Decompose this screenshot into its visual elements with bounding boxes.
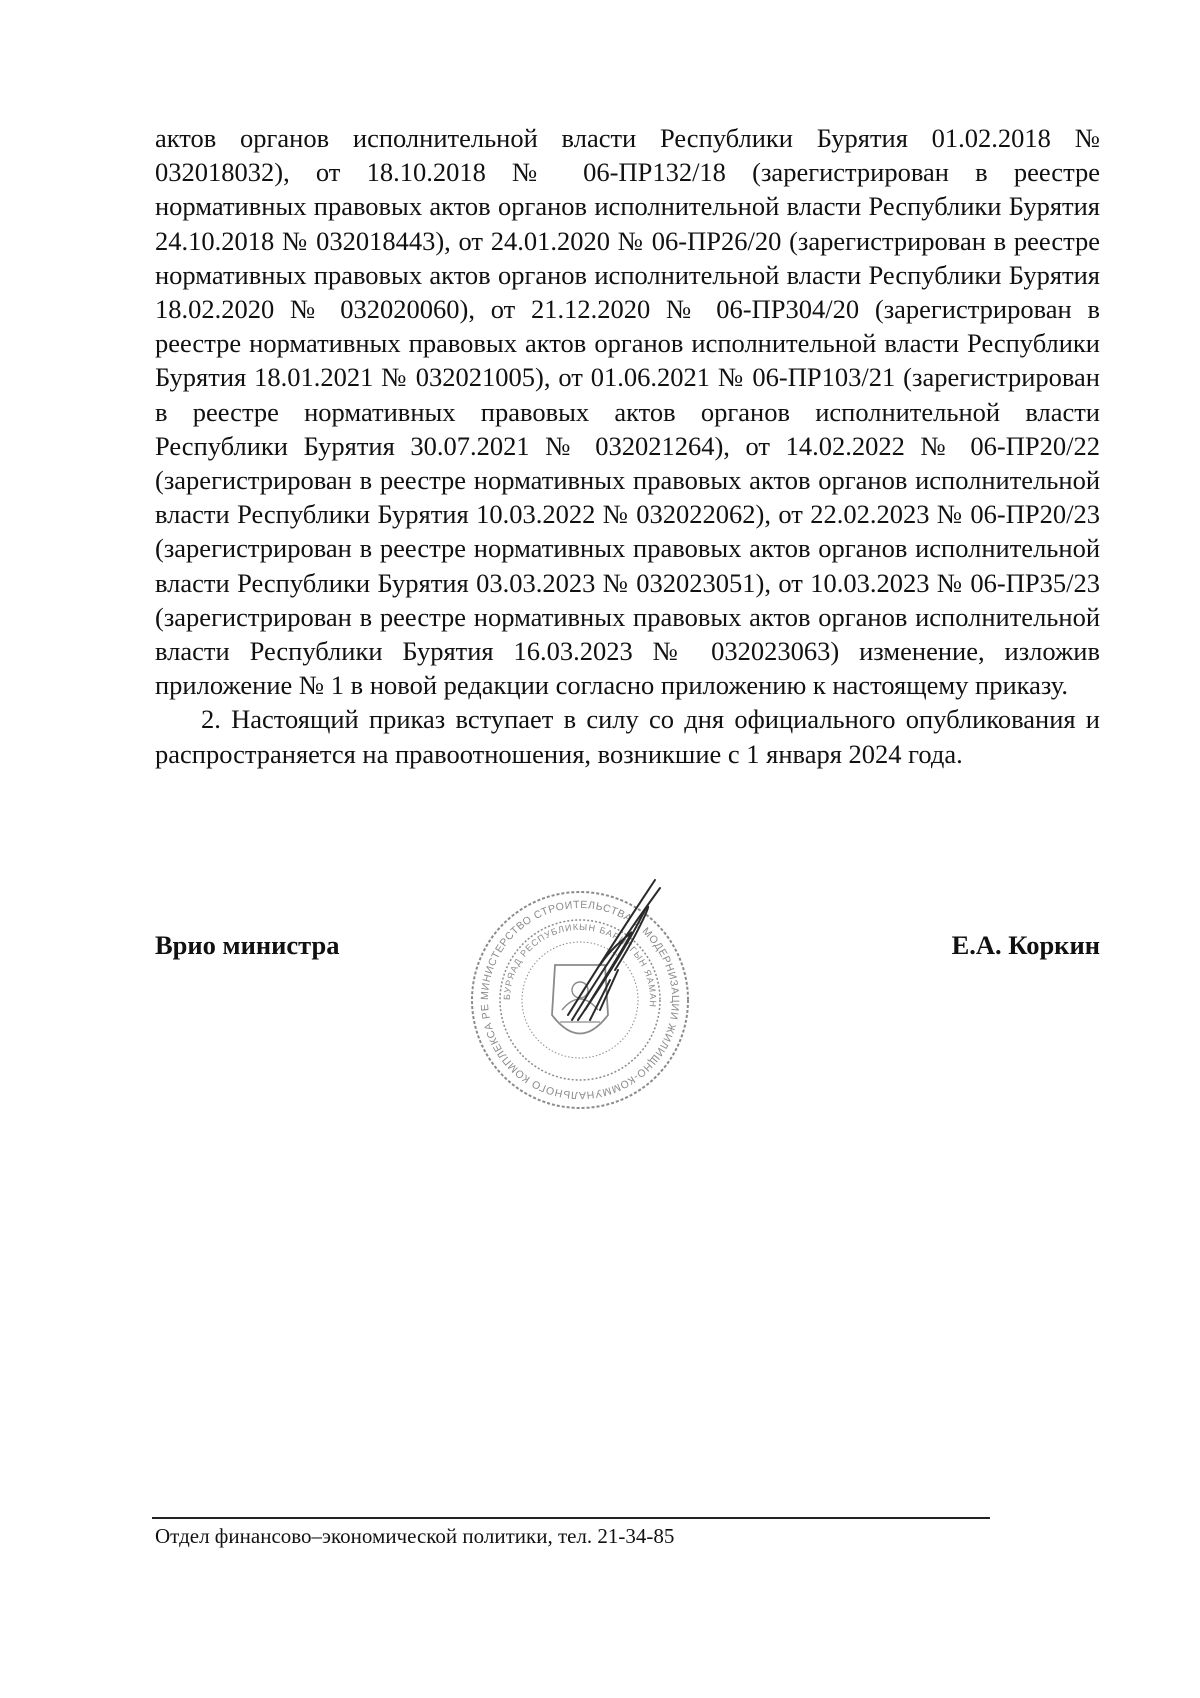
footer-divider	[152, 1517, 990, 1519]
official-stamp-with-signature	[450, 870, 710, 1170]
stamp-inner-text: БУРЯАД РЕСПУБЛИКЫН БАРИЛГЫН ЯАМАН	[501, 921, 659, 1009]
document-body	[155, 121, 1100, 771]
signatory-name: Е.А. Коркин	[951, 930, 1100, 960]
body-paragraph-1: актов органов исполнительной власти Республики Бурятия 01.02.2018 № 032018032), от 18.10.2018 № 06-ПР132/18 (зарегистрирован в реестре нормативных правовых актов органов исполнительной власти Республики Бурятия 24.10.2018 № 032018443), от 24.01.2020 № 06-ПР26/20 (зарегистрирован в реестре нормативных правовых актов органов исполнительной власти Республики Бурятия 18.02.2020 № 032020060), от 21.12.2020 № 06-ПР304/20 (зарегистрирован в реестре нормативных правовых актов органов исполнительной власти Республики Бурятия 18.01.2021 № 032021005), от 01.06.2021 № 06-ПР103/21 (зарегистрирован в реестре нормативных правовых актов органов исполнительной власти Республики Бурятия 30.07.2021 № 032021264), от 14.02.2022 № 06-ПР20/22 (зарегистрирован в реестре нормативных правовых актов органов исполнительной власти Республики Бурятия 10.03.2022 № 032022062), от 22.02.2023 № 06-ПР20/23 (зарегистрирован в реестре нормативных правовых актов органов исполнительной власти Республики Бурятия 03.03.2023 № 032023051), от 10.03.2023 № 06-ПР35/23 (зарегистрирован в реестре нормативных правовых актов органов исполнительной власти Республики Бурятия 16.03.2023 № 032023063) изменение, изложив приложение № 1 в новой редакции согласно приложению к настоящему приказу.	[155, 123, 1100, 701]
stamp-inner-ring	[500, 920, 660, 1080]
footer-contact: Отдел финансово–экономической политики, тел. 21-34-85	[155, 1524, 675, 1548]
stamp-outer-text: МИНИСТЕРСТВО СТРОИТЕЛЬСТВА И МОДЕРНИЗАЦИИ ЖИЛИЩНО-КОММУНАЛЬНОГО КОМПЛЕКСА РЕ	[478, 898, 682, 1102]
body-paragraph-2: 2. Настоящий приказ вступает в силу со дня официального опубликования и распространяется на правоотношения, возникшие с 1 января 2024 года.	[155, 704, 1100, 769]
signatory-position: Врио министра	[155, 930, 340, 960]
